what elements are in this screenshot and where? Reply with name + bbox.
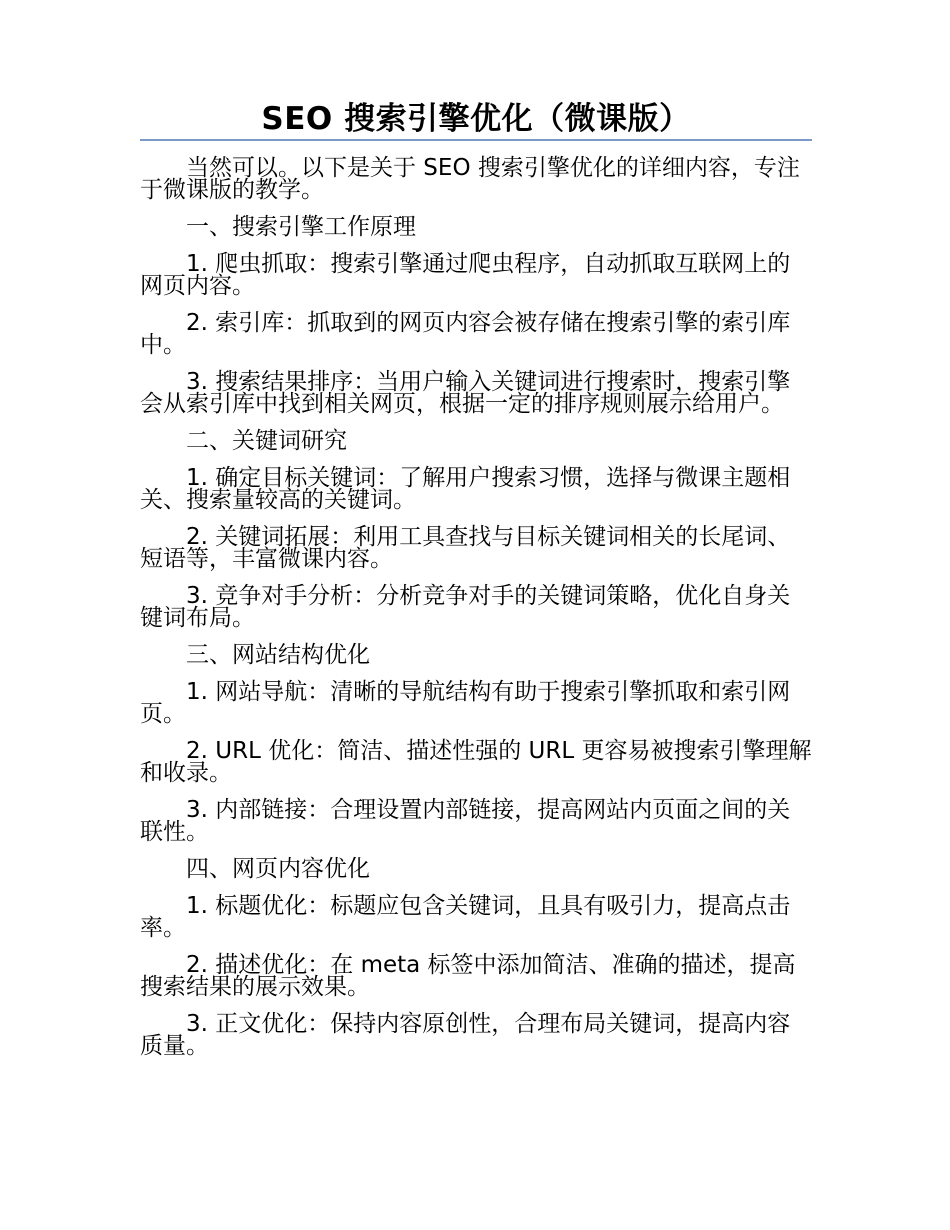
list-item: 3. 竞争对手分析：分析竞争对手的关键词策略，优化自身关键词布局。 — [140, 583, 791, 631]
list-item: 2. 关键词拓展：利用工具查找与目标关键词相关的长尾词、短语等，丰富微课内容。 — [140, 524, 791, 572]
section-heading-2: 二、关键词研究 — [186, 428, 347, 454]
section-heading-1: 一、搜索引擎工作原理 — [186, 214, 416, 240]
list-item: 1. 标题优化：标题应包含关键词，且具有吸引力，提高点击率。 — [140, 893, 791, 941]
list-item: 2. 索引库：抓取到的网页内容会被存储在搜索引擎的索引库中。 — [140, 310, 791, 358]
document-page — [140, 100, 812, 1072]
list-item: 3. 内部链接：合理设置内部链接，提高网站内页面之间的关联性。 — [140, 797, 791, 845]
list-item: 1. 爬虫抓取：搜索引擎通过爬虫程序，自动抓取互联网上的网页内容。 — [140, 251, 791, 299]
title-underline — [140, 139, 812, 141]
section-heading-3: 三、网站结构优化 — [186, 642, 370, 668]
intro-paragraph: 当然可以。以下是关于 SEO 搜索引擎优化的详细内容，专注于微课版的教学。 — [140, 155, 800, 203]
section-heading-4: 四、网页内容优化 — [186, 856, 370, 882]
list-item: 3. 正文优化：保持内容原创性，合理布局关键词，提高内容质量。 — [140, 1011, 791, 1059]
list-item: 2. URL 优化：简洁、描述性强的 URL 更容易被搜索引擎理解和收录。 — [140, 738, 812, 786]
document-body — [140, 157, 812, 1057]
page-title: SEO 搜索引擎优化（微课版） — [261, 101, 691, 137]
list-item: 2. 描述优化：在 meta 标签中添加简洁、准确的描述，提高搜索结果的展示效果。 — [140, 952, 796, 1000]
list-item: 1. 网站导航：清晰的导航结构有助于搜索引擎抓取和索引网页。 — [140, 679, 791, 727]
list-item: 1. 确定目标关键词：了解用户搜索习惯，选择与微课主题相关、搜索量较高的关键词。 — [140, 465, 791, 513]
list-item: 3. 搜索结果排序：当用户输入关键词进行搜索时，搜索引擎会从索引库中找到相关网页，根据一定的排序规则展示给用户。 — [140, 369, 791, 417]
